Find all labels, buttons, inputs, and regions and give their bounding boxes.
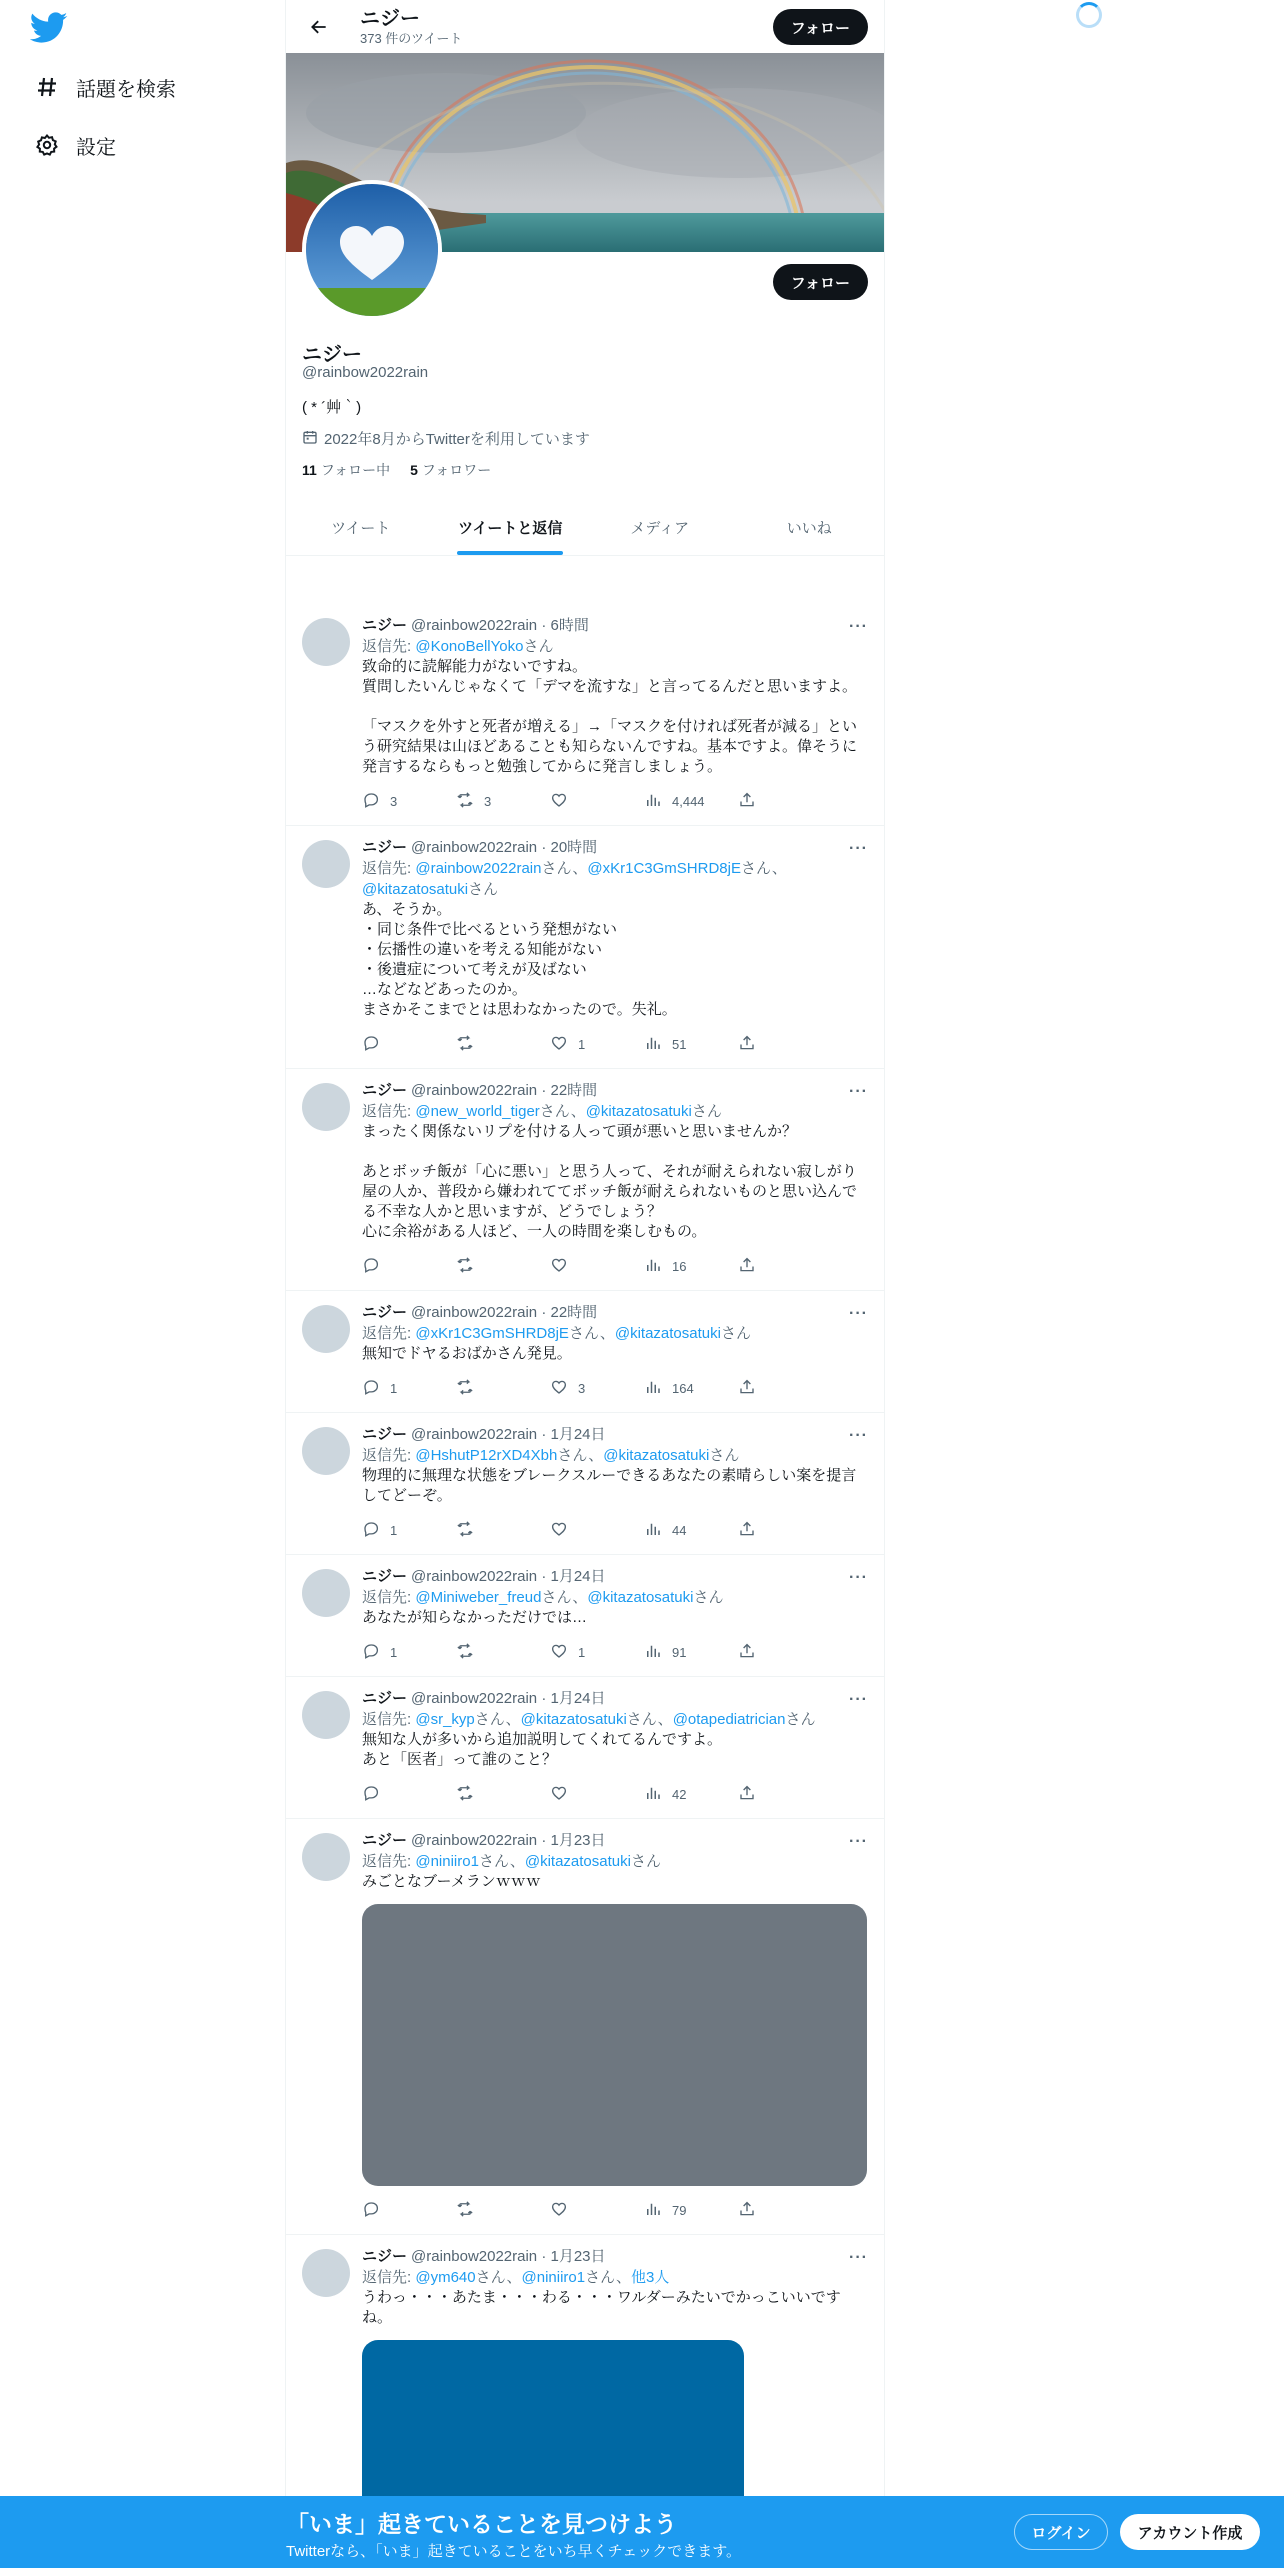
tweet-actions [362,1770,787,1818]
bar-chart-icon [644,1256,672,1277]
reply-text: さん、 [541,1589,588,1606]
reply-button[interactable] [362,1256,456,1277]
tweet-avatar[interactable] [302,840,350,888]
more-options-icon[interactable]: ··· [849,618,868,635]
tweet-author-name[interactable]: ニジー [362,2248,408,2265]
tweet-header [362,838,868,858]
retweet-button[interactable] [456,1256,550,1277]
tweet-reply-to [362,2267,868,2288]
reply-text: さん [630,1853,661,1870]
tweet-text: 物理的に無理な状態をブレークスルーできるあなたの素晴らしい案を提言してどーぞ。 [362,1467,857,1504]
tweet-header [362,1831,868,1851]
tweet-text: あ、そうか。 ・同じ条件で比べるという発想がない ・伝播性の違いを考える知能がない ・後遺症について考えが及ばない …などなどあったのか。 まさかそこまでとは思わなかったので。失礼。 [362,901,677,1018]
heart-icon [550,1520,578,1541]
tweet[interactable] [286,1069,884,1291]
like-count: 1 [578,1644,586,1660]
tweet-text: まったく関係ないリプを付ける人って頭が悪いと思いませんか？ あとボッチ飯が「心に悪い」と思う人って、それが耐えられない寂しがり屋の人か、普段から嫌われててボッチ飯が耐えられないものと思い込んでる不幸な人かと思いますが、どうでしょう？ 心に余裕がある人ほど、一人の時間を楽しむもの。 [362,1123,858,1240]
profile-name: ニジー [302,344,362,366]
retweet-icon [456,1034,484,1055]
retweet-button[interactable] [456,1520,550,1541]
followers-count: 5 [410,462,418,478]
like-button[interactable] [550,1642,644,1663]
tweet[interactable] [286,604,884,826]
reply-mention-link[interactable]: @Miniweber_freud [415,1589,542,1606]
views-button[interactable] [644,1034,738,1055]
retweet-button[interactable] [456,791,550,812]
views-button[interactable] [644,791,738,812]
share-button[interactable] [738,1784,766,1805]
reply-button[interactable] [362,1642,456,1663]
reply-prefix: 返信先: [362,1325,416,1342]
share-icon [738,1034,766,1055]
tweet-dot-separator: · [537,839,551,856]
bottom-bar-subtitle: Twitterなら、「いま」起きていることをいち早くチェックできます。 [286,2543,742,2560]
reply-button[interactable] [362,1520,456,1541]
header-tweet-count: 373 件のツイート [360,30,463,46]
share-button[interactable] [738,2200,766,2221]
retweet-button[interactable] [456,1642,550,1663]
tweet-time[interactable]: 6時間 [550,617,589,634]
bottom-bar-title: 「いま」起きていることを見つけよう [286,2511,677,2537]
tweet-reply-to [362,1445,868,1466]
more-options-icon[interactable]: ··· [849,1833,868,1850]
reply-text: さん、 [568,1325,615,1342]
more-options-icon[interactable]: ··· [849,1691,868,1708]
reply-icon [362,1642,390,1663]
share-button[interactable] [738,1034,766,1055]
tweet-time[interactable]: 22時間 [550,1304,598,1321]
twitter-logo-icon[interactable] [30,12,68,44]
tab-likes[interactable]: いいね [786,520,832,537]
tweet-text: 無知でドヤるおばかさん発見。 [362,1345,572,1362]
login-button[interactable]: ログイン [1014,2514,1108,2550]
tweet-text: みごとなブーメランｗｗｗ [362,1873,541,1890]
tweet-dot-separator: · [537,1082,551,1099]
header-follow-button[interactable]: フォロー [773,9,868,45]
tweet-avatar[interactable] [302,1427,350,1475]
following-link[interactable] [302,460,390,480]
header-name: ニジー [360,7,420,30]
share-icon [738,1378,766,1399]
reply-button[interactable] [362,791,456,812]
tweet-time[interactable]: 22時間 [550,1082,598,1099]
tweet-time[interactable]: 1月24日 [550,1426,606,1443]
back-button[interactable] [302,10,336,44]
profile-header-bar [286,0,884,53]
heart-icon [550,1378,578,1399]
share-button[interactable] [738,791,766,812]
retweet-button[interactable] [456,1034,550,1055]
reply-mention-link[interactable]: @kitazatosatuki [587,1589,694,1606]
more-options-icon[interactable]: ··· [849,1305,868,1322]
tweet-reply-to [362,1851,868,1872]
bar-chart-icon [644,1034,672,1055]
reply-mention-link[interactable]: @xKr1C3GmSHRD8jE [587,860,741,877]
tweet-author-handle[interactable]: @rainbow2022rain [411,1832,538,1849]
signup-bottom-bar [0,2496,1284,2568]
nav-settings[interactable] [32,117,116,173]
tweet-actions [362,1020,787,1068]
tweet-header [362,2247,868,2267]
share-icon [738,2200,766,2221]
tweet-header [362,1567,868,1587]
header-titles [360,7,462,47]
nav-explore[interactable] [32,59,176,115]
tweet-time[interactable]: 1月23日 [550,2248,606,2265]
share-button[interactable] [738,1520,766,1541]
tweet-avatar[interactable] [302,618,350,666]
retweet-icon [456,1256,484,1277]
reply-count: 1 [390,1522,398,1538]
like-button[interactable] [550,2200,644,2221]
share-icon [738,1784,766,1805]
retweet-icon [456,1378,484,1399]
followers-link[interactable] [410,460,491,480]
retweet-button[interactable] [456,1378,550,1399]
following-count: 11 [302,462,317,478]
retweet-icon [456,1784,484,1805]
share-icon [738,1256,766,1277]
reply-mention-link[interactable]: @niniiro1 [415,1853,479,1870]
views-count: 91 [672,1644,687,1660]
reply-mention-link[interactable]: @HshutP12rXD4Xbh [415,1447,558,1464]
share-button[interactable] [738,1256,766,1277]
hashtag-icon [32,72,62,102]
views-button[interactable] [644,2200,738,2221]
tab-tweets-and-replies[interactable]: ツイートと返信 [436,500,586,555]
views-count: 16 [672,1258,687,1274]
reply-icon [362,791,390,812]
profile-tabs [286,500,884,556]
tweet-dot-separator: · [537,1690,551,1707]
tweet-actions [362,2186,787,2234]
tweet-time[interactable]: 1月24日 [550,1568,606,1585]
reply-count: 1 [390,1644,398,1660]
tweet-actions [362,1506,787,1554]
views-count: 44 [672,1522,687,1538]
tweet-author-name[interactable]: ニジー [362,1690,408,1707]
reply-mention-link[interactable]: @kitazatosatuki [362,881,469,898]
like-count: 3 [578,1380,586,1396]
reply-prefix: 返信先: [362,1589,416,1606]
more-options-icon[interactable]: ··· [849,1569,868,1586]
reply-text: さん、 [475,2269,522,2286]
tweet-reply-to [362,1323,868,1344]
tweet-header [362,1425,868,1445]
retweet-button[interactable] [456,1784,550,1805]
reply-mention-link[interactable]: @kitazatosatuki [603,1447,710,1464]
tweet-header [362,1081,868,1101]
reply-mention-link[interactable]: @niniiro1 [521,2269,586,2286]
reply-mention-link[interactable]: @sr_kyp [415,1711,475,1728]
reply-button[interactable] [362,1034,456,1055]
more-options-icon[interactable]: ··· [849,840,868,857]
like-button[interactable] [550,1378,644,1399]
reply-text: さん [709,1447,740,1464]
profile-avatar[interactable] [302,180,442,320]
tweet-time[interactable]: 1月24日 [550,1690,606,1707]
reply-text: さん [693,1589,724,1606]
profile-handle: @rainbow2022rain [302,364,429,381]
reply-mention-link[interactable]: @kitazatosatuki [614,1325,721,1342]
reply-icon [362,1378,390,1399]
reply-text: さん、 [626,1711,673,1728]
more-options-icon[interactable]: ··· [849,2249,868,2266]
reply-text: さん、 [557,1447,604,1464]
reply-prefix: 返信先: [362,1103,416,1120]
retweet-icon [456,791,484,812]
reply-mention-link[interactable]: @kitazatosatuki [524,1853,631,1870]
tweet-reply-to [362,1709,868,1730]
tweet-author-name[interactable]: ニジー [362,1568,408,1585]
heart-icon [550,1784,578,1805]
views-count: 42 [672,1786,687,1802]
share-button[interactable] [738,1378,766,1399]
arrow-left-icon [309,17,329,37]
tweet-author-handle[interactable]: @rainbow2022rain [411,1304,538,1321]
like-count: 1 [578,1036,586,1052]
reply-prefix: 返信先: [362,860,416,877]
views-count: 79 [672,2202,687,2218]
views-button[interactable] [644,1378,738,1399]
bar-chart-icon [644,1784,672,1805]
tweet-text: うわっ・・・あたま・・・わる・・・ワルダーみたいでかっこいいですね。 [362,2289,841,2326]
views-button[interactable] [644,1520,738,1541]
reply-mention-link[interactable]: @rainbow2022rain [415,860,542,877]
reply-text: さん、 [478,1853,525,1870]
tweet-author-name[interactable]: ニジー [362,1082,408,1099]
reply-text: さん [720,1325,751,1342]
like-button[interactable] [550,1034,644,1055]
profile-joined-text: 2022年8月からTwitterを利用しています [324,431,590,448]
tweet[interactable] [286,1555,884,1677]
views-button[interactable] [644,1256,738,1277]
profile-follow-button[interactable]: フォロー [773,264,868,300]
tweet-reply-to [362,858,868,900]
tab-media[interactable]: メディア [630,520,690,537]
views-count: 4,444 [672,793,705,809]
tweet-reply-to [362,636,868,657]
bar-chart-icon [644,1520,672,1541]
bar-chart-icon [644,1642,672,1663]
reply-button[interactable] [362,1378,456,1399]
reply-text: さん、 [541,860,588,877]
retweet-button[interactable] [456,2200,550,2221]
reply-button[interactable] [362,1784,456,1805]
tweet-author-name[interactable]: ニジー [362,1832,408,1849]
reply-text: さん [523,638,554,655]
tweet[interactable] [286,1291,884,1413]
tweet-text: 無知な人が多いから追加説明してくれてるんですよ。 あと「医者」って誰のこと？ [362,1731,723,1768]
tweet-avatar[interactable] [302,1083,350,1131]
tweet-author-name[interactable]: ニジー [362,1426,408,1443]
reply-icon [362,1034,390,1055]
reply-prefix: 返信先: [362,1711,416,1728]
views-button[interactable] [644,1784,738,1805]
retweet-icon [456,1642,484,1663]
tweet-author-handle[interactable]: @rainbow2022rain [411,1082,538,1099]
tweet-dot-separator: · [537,2248,551,2265]
tweet-avatar[interactable] [302,2249,350,2297]
reply-text: さん [468,881,499,898]
tweet-author-handle[interactable]: @rainbow2022rain [411,617,538,634]
tweet-dot-separator: · [537,1568,551,1585]
nav-settings-label: 設定 [76,136,116,159]
more-options-icon[interactable]: ··· [849,1083,868,1100]
tweet-author-name[interactable]: ニジー [362,1304,408,1321]
share-icon [738,1642,766,1663]
heart-icon [550,2200,578,2221]
timeline [286,604,884,2568]
retweet-count: 3 [484,793,492,809]
heart-icon [550,1034,578,1055]
tweet-time[interactable]: 1月23日 [550,1832,606,1849]
reply-text: さん、 [474,1711,521,1728]
like-button[interactable] [550,1784,644,1805]
reply-mention-link[interactable]: @kitazatosatuki [585,1103,692,1120]
tweet[interactable] [286,1677,884,1819]
tweet-actions [362,1364,787,1412]
followers-label: フォロワー [421,462,492,478]
tweet-author-handle[interactable]: @rainbow2022rain [411,1568,538,1585]
tweet-avatar[interactable] [302,1305,350,1353]
tweet-author-handle[interactable]: @rainbow2022rain [411,1426,538,1443]
reply-text: さん、 [740,860,787,877]
retweet-icon [456,1520,484,1541]
share-icon [738,791,766,812]
reply-text: さん、 [585,2269,631,2286]
tweet-actions [362,1242,787,1290]
tweet-reply-to [362,1101,868,1122]
tweet-header [362,616,868,636]
share-icon [738,1520,766,1541]
reply-text: さん [785,1711,816,1728]
reply-prefix: 返信先: [362,1853,416,1870]
tab-tweets[interactable]: ツイート [331,520,391,537]
more-options-icon[interactable]: ··· [849,1427,868,1444]
profile-follow-stats [302,460,491,480]
tweet-media-image[interactable] [362,1904,867,2186]
tweet-avatar[interactable] [302,1569,350,1617]
tweet-avatar[interactable] [302,1691,350,1739]
profile-bio: ( * ´艸｀) [302,399,362,416]
main-column [285,0,885,2568]
tweet-text: 致命的に読解能力がないですね。 質問したいんじゃなくて「デマを流すな」と言ってるんだと思いますよ。 「マスクを外すと死者が増える」→「マスクを付ければ死者が減る」という研究結果は山ほどあることも知らないんですね。基本ですよ。偉そうに発言するならもっと勉強してからに発言しましょう。 [362,658,858,775]
bar-chart-icon [644,1378,672,1399]
signup-button[interactable]: アカウント作成 [1120,2514,1260,2550]
heart-icon [550,791,578,812]
share-button[interactable] [738,1642,766,1663]
tweet[interactable] [286,1413,884,1555]
heart-icon [550,1642,578,1663]
profile-section [286,252,884,604]
tweet[interactable] [286,826,884,1069]
reply-prefix: 返信先: [362,2269,416,2286]
retweet-icon [456,2200,484,2221]
tweet-text: あなたが知らなかっただけでは… [362,1609,588,1626]
tweet-header [362,1689,868,1709]
reply-icon [362,1256,390,1277]
views-button[interactable] [644,1642,738,1663]
tweet-dot-separator: · [537,1832,551,1849]
reply-icon [362,2200,390,2221]
like-button[interactable] [550,1520,644,1541]
calendar-icon [302,429,318,449]
loading-spinner-icon [1076,2,1102,28]
tweet-author-handle[interactable]: @rainbow2022rain [411,1690,538,1707]
views-count: 51 [672,1036,687,1052]
bar-chart-icon [644,2200,672,2221]
reply-mention-link[interactable]: @kitazatosatuki [520,1711,627,1728]
following-label: フォロー中 [320,462,391,478]
gear-icon [32,130,62,160]
tweet-reply-to [362,1587,868,1608]
tweet-dot-separator: · [537,1304,551,1321]
tweet[interactable] [286,1819,884,2235]
reply-prefix: 返信先: [362,1447,416,1464]
reply-mention-link[interactable]: @ym640 [415,2269,476,2286]
like-button[interactable] [550,1256,644,1277]
reply-mention-link[interactable]: @xKr1C3GmSHRD8jE [415,1325,569,1342]
reply-mention-link[interactable]: 他3人 [631,2269,670,2286]
tweet-actions [362,1628,787,1676]
nav-explore-label: 話題を検索 [76,78,176,101]
reply-text: さん、 [539,1103,586,1120]
tweet-author-name[interactable]: ニジー [362,617,408,634]
reply-button[interactable] [362,2200,456,2221]
tweet-author-handle[interactable]: @rainbow2022rain [411,839,538,856]
reply-icon [362,1784,390,1805]
tweet-dot-separator: · [537,1426,551,1443]
like-button[interactable] [550,791,644,812]
reply-text: さん [691,1103,722,1120]
tweet-author-name[interactable]: ニジー [362,839,408,856]
reply-mention-link[interactable]: @new_world_tiger [415,1103,540,1120]
views-count: 164 [672,1380,694,1396]
reply-mention-link[interactable]: @otapediatrician [672,1711,786,1728]
profile-joined [302,428,590,449]
reply-mention-link[interactable]: @KonoBellYoko [415,638,524,655]
reply-icon [362,1520,390,1541]
heart-icon [550,1256,578,1277]
bar-chart-icon [644,791,672,812]
reply-count: 1 [390,1380,398,1396]
tweet-actions [362,777,787,825]
reply-prefix: 返信先: [362,638,416,655]
reply-count: 3 [390,793,398,809]
tweet-author-handle[interactable]: @rainbow2022rain [411,2248,538,2265]
tweet-avatar[interactable] [302,1833,350,1881]
tweet-header [362,1303,868,1323]
tweet-time[interactable]: 20時間 [550,839,598,856]
tweet-dot-separator: · [537,617,551,634]
